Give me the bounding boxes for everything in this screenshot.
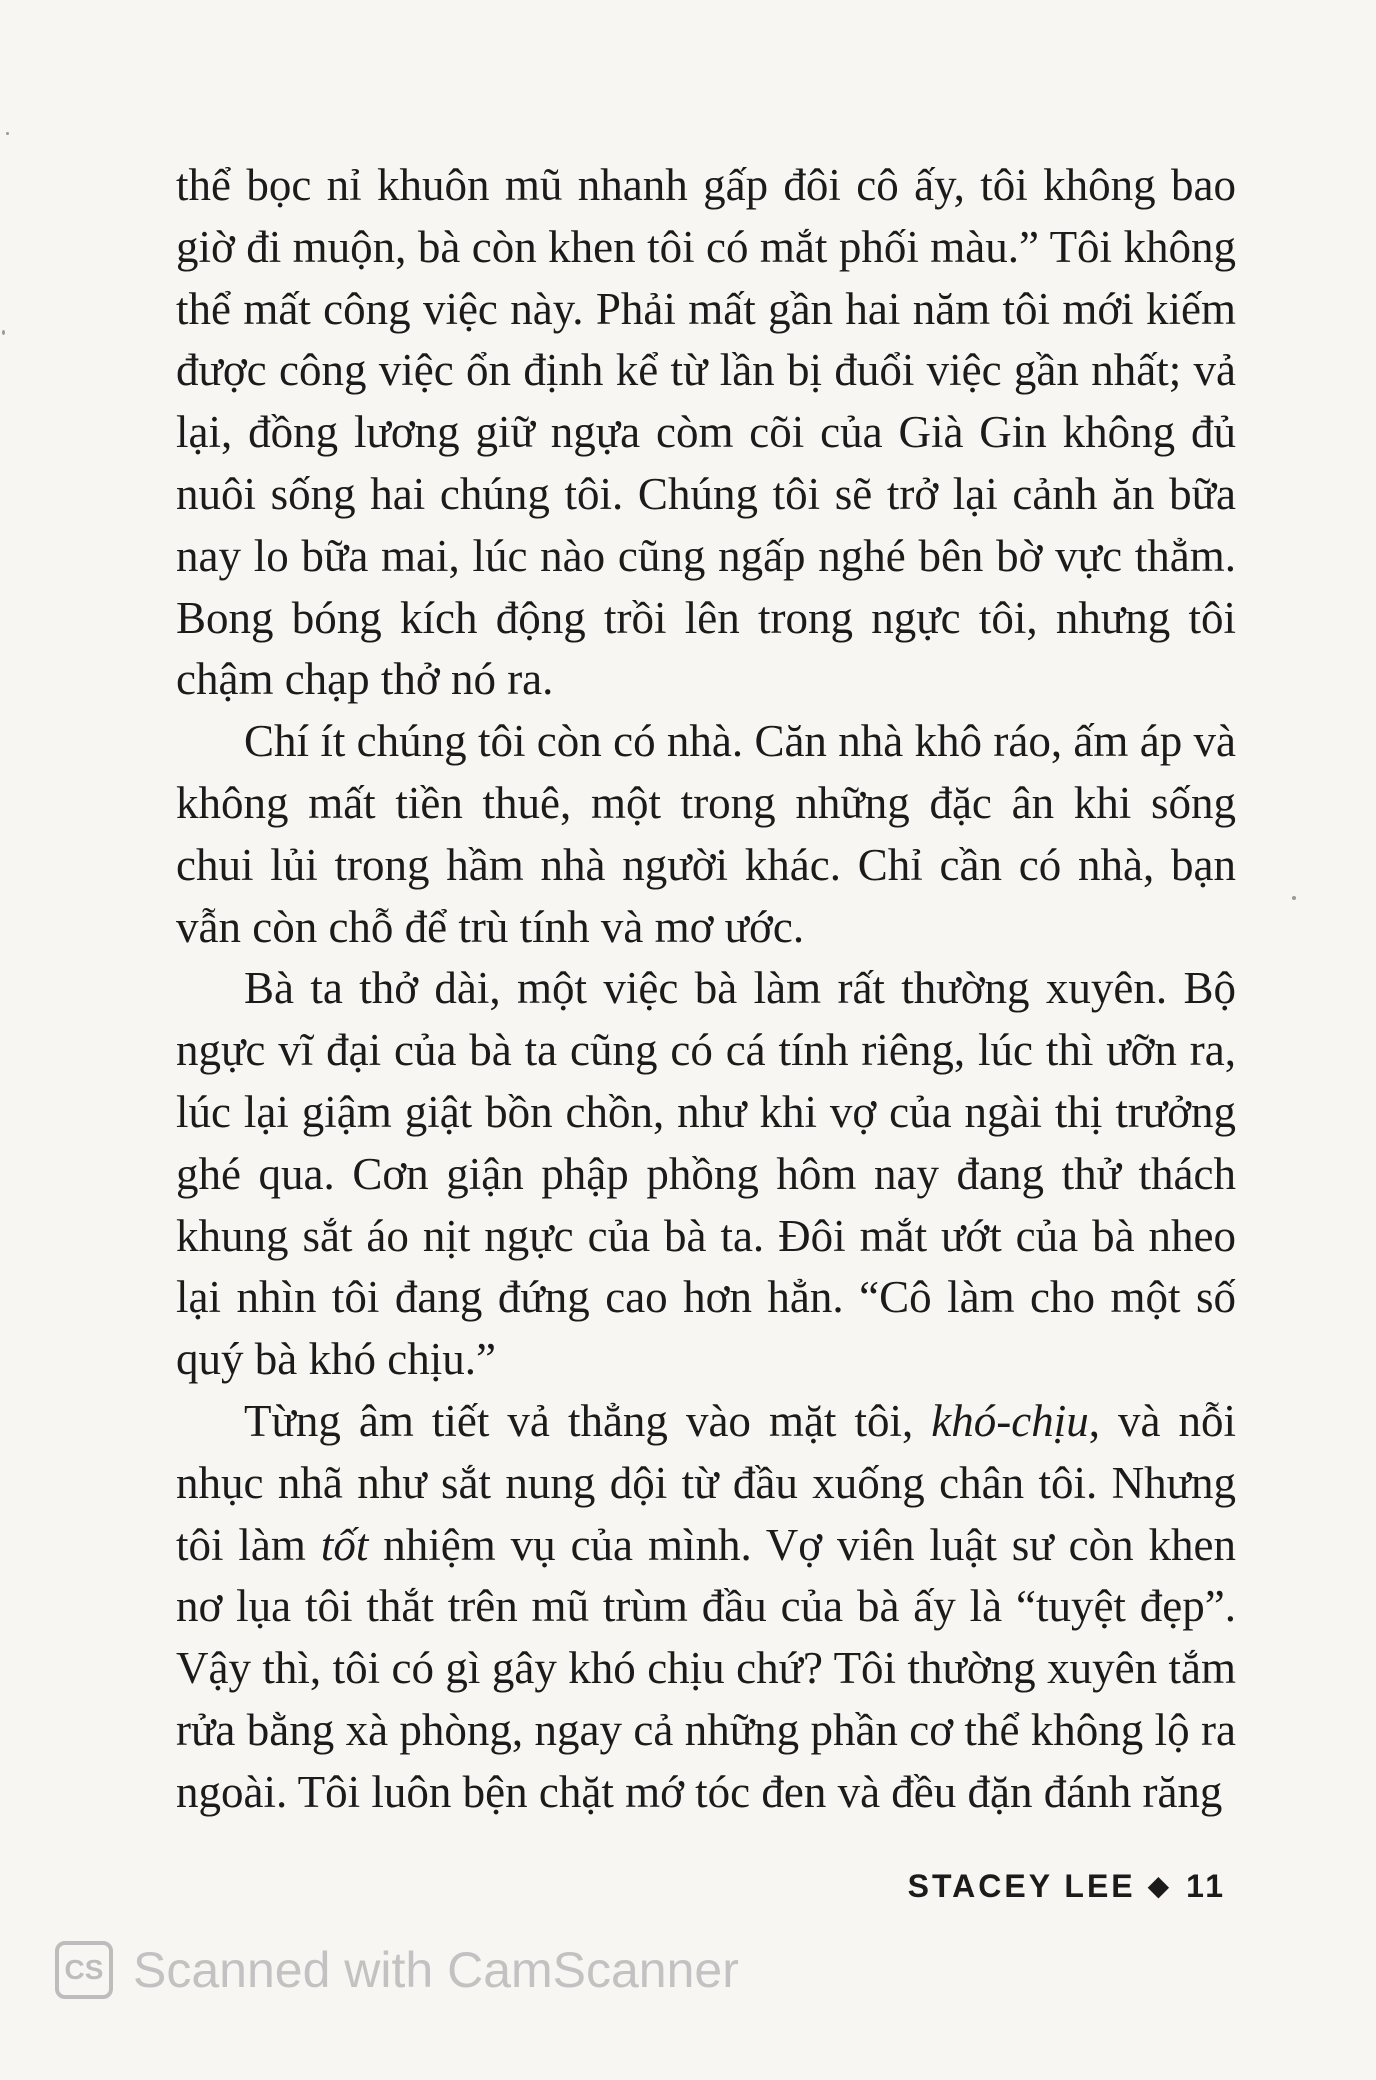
scan-speck (1292, 896, 1296, 900)
italic-text: tốt (320, 1519, 369, 1570)
camscanner-logo-icon: CS (55, 1941, 113, 1999)
paragraph (176, 1391, 1236, 1824)
text-run: Từng âm tiết vả thẳng vào mặt tôi, (244, 1395, 932, 1446)
author-name: STACEY LEE (907, 1868, 1136, 1904)
diamond-icon: ◆ (1147, 1870, 1173, 1901)
scan-speck (6, 132, 9, 135)
paragraph: Chí ít chúng tôi còn có nhà. Căn nhà khô ráo, ấm áp và không mất tiền thuê, một trong những đặc ân khi sống chui lủi trong hầm nhà người khác. Chỉ cần có nhà, bạn vẫn còn chỗ để trù tính và mơ ước. (176, 716, 1236, 952)
paragraph: thể bọc nỉ khuôn mũ nhanh gấp đôi cô ấy, tôi không bao giờ đi muộn, bà còn khen tôi có mắt phối màu.” Tôi không thể mất công việc này. Phải mất gần hai năm tôi mới kiếm được công việc ổn định kể từ lần bị đuổi việc gần nhất; vả lại, đồng lương giữ ngựa còm cõi của Già Gin không đủ nuôi sống hai chúng tôi. Chúng tôi sẽ trở lại cảnh ăn bữa nay lo bữa mai, lúc nào cũng ngấp nghé bên bờ vực thẳm. Bong bóng kích động trồi lên trong ngực tôi, nhưng tôi chậm chạp thở nó ra. (176, 160, 1236, 705)
paragraph: Bà ta thở dài, một việc bà làm rất thường xuyên. Bộ ngực vĩ đại của bà ta cũng có cá tính riêng, lúc thì ưỡn ra, lúc lại giậm giật bồn chồn, như khi vợ của ngài thị trưởng ghé qua. Cơn giận phập phồng hôm nay đang thử thách khung sắt áo nịt ngực của bà ta. Đôi mắt ướt của bà nheo lại nhìn tôi đang đứng cao hơn hẳn. “Cô làm cho một số quý bà khó chịu.” (176, 963, 1236, 1385)
running-footer (0, 1868, 1226, 1905)
watermark-text: Scanned with CamScanner (133, 1942, 739, 1998)
body-text (176, 155, 1236, 1824)
page-number: 11 (1186, 1868, 1226, 1904)
camscanner-watermark (55, 1930, 739, 2010)
text-run: , và nỗi nhục nhã như sắt nung dội từ đầu xuống chân tôi. Nhưng tôi làm (176, 1395, 1236, 1570)
text-run: nhiệm vụ của mình. Vợ viên luật sư còn khen nơ lụa tôi thắt trên mũ trùm đầu của bà ấy là “tuyệt đẹp”. Vậy thì, tôi có gì gây khó chịu chứ? Tôi thường xuyên tắm rửa bằng xà phòng, ngay cả những phần cơ thể không lộ ra ngoài. Tôi luôn bện chặt mớ tóc đen và đều đặn đánh răng (176, 1519, 1236, 1817)
scan-speck (2, 330, 5, 335)
italic-text: khó-chịu (931, 1395, 1089, 1446)
